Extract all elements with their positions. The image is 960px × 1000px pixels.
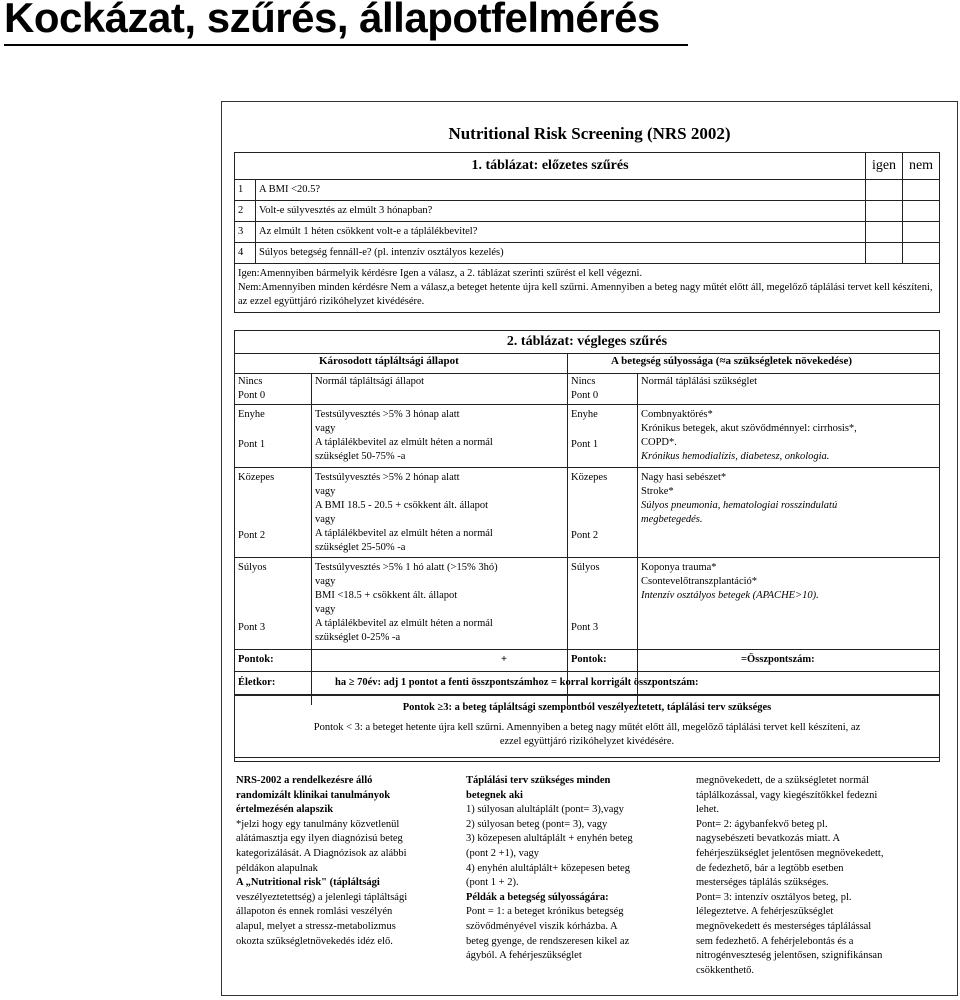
notes-column-1 xyxy=(236,774,461,949)
no-cell xyxy=(903,243,940,264)
note-no: Nem:Amennyiben minden kérdésre Nem a válasz,a beteget hetente újra kell szűrni. Amennyiben a beteg nagy műtét előtt áll, megelőző táplálási tervet kell készíteni, az ezzel együttjáró rizikóhelyzet kivédésére. xyxy=(238,282,933,307)
right-grade: Enyhe xyxy=(571,409,598,420)
note-line: táplálkozással, vagy kiegészítőkkel fedezni xyxy=(696,789,878,801)
note-line: NRS-2002 a rendelkezésre álló xyxy=(236,775,373,786)
note-line: okozta szükségletnövekedés idéz elő. xyxy=(236,935,393,947)
note-line: (pont 2 +1), vagy xyxy=(466,847,539,859)
yes-header: igen xyxy=(866,153,903,180)
left-column-header: Károsodott tápláltsági állapot xyxy=(319,355,459,367)
left-desc: szükséglet 0-25% -a xyxy=(315,632,401,643)
table2-header: 2. táblázat: végleges szűrés xyxy=(235,331,939,354)
point-label: Pont 3 xyxy=(238,622,266,633)
no-header: nem xyxy=(903,153,940,180)
note-line: állapoton és ennek romlási veszélyén xyxy=(236,906,393,918)
point-label: Pont 2 xyxy=(238,530,266,541)
note-line: (pont 1 + 2). xyxy=(466,877,519,889)
question: Az elmúlt 1 héten csökkent volt-e a táplálékbevitel? xyxy=(256,222,866,243)
right-desc: Normál táplálási szükséglet xyxy=(641,376,758,387)
grade-label: Enyhe xyxy=(238,409,265,420)
note-line: Példák a betegség súlyosságára: xyxy=(466,891,609,903)
table-row xyxy=(235,243,940,264)
right-desc: Combnyaktörés* xyxy=(641,409,713,420)
row-number: 3 xyxy=(235,222,256,243)
note-line: A „Nutritional risk" (tápláltsági xyxy=(236,877,380,889)
age-label: Életkor: xyxy=(238,677,276,688)
table-row xyxy=(235,404,939,462)
right-desc: Stroke* xyxy=(641,486,674,497)
note-line: mesterséges táplálás szükséges. xyxy=(696,877,829,889)
left-desc: A BMI 18.5 - 20.5 + csökkent ált. állapot xyxy=(315,500,489,511)
note-line: csökkenthető. xyxy=(696,964,755,976)
age-text: ha ≥ 70év: adj 1 pontot a fenti összpontszámhoz = korral korrigált összpontszám: xyxy=(335,677,699,688)
note-line: Pont = 1: a beteget krónikus betegség xyxy=(466,906,624,918)
nrs-document-image xyxy=(221,101,958,996)
table-prescreening xyxy=(234,152,940,313)
result-box xyxy=(234,695,940,758)
note-line: de fedezhető, bár a legtöbb esetben xyxy=(696,862,844,874)
note-line: nagysebészeti bevatkozás miatt. A xyxy=(696,833,841,845)
right-desc: Nagy hasi sebészet* xyxy=(641,472,727,483)
right-desc: Intenzív osztályos betegek (APACHE>10). xyxy=(641,590,819,601)
note-line: Pont= 3: intenzív osztályos beteg, pl. xyxy=(696,891,852,903)
notes-column-3 xyxy=(696,774,946,978)
note-line: beteg gyenge, de rendszeresen kikel az xyxy=(466,935,630,947)
yes-cell xyxy=(866,180,903,201)
left-desc: szükséglet 50-75% -a xyxy=(315,451,406,462)
left-desc: Testsúlyvesztés >5% 2 hónap alatt xyxy=(315,472,460,483)
grade-label: Súlyos xyxy=(238,562,267,573)
right-desc: Súlyos pneumonia, hematologiai rosszindulatú xyxy=(641,500,838,511)
right-desc: COPD*. xyxy=(641,437,677,448)
slide-title: Kockázat, szűrés, állapotfelmérés xyxy=(4,0,660,41)
table-row xyxy=(235,222,940,243)
right-grade: Súlyos xyxy=(571,562,600,573)
question: Volt-e súlyvesztés az elmúlt 3 hónapban? xyxy=(256,201,866,222)
right-point: Pont 0 xyxy=(571,390,599,401)
note-line: veszélyeztetettség) a jelenlegi tápláltsági xyxy=(236,891,408,903)
note-line: alátámasztja egy ilyen diagnózisú beteg xyxy=(236,833,403,845)
note-line: példákon alapulnak xyxy=(236,862,318,874)
row-number: 1 xyxy=(235,180,256,201)
question: A BMI <20.5? xyxy=(256,180,866,201)
note-line: ágyból. A fehérjeszükséglet xyxy=(466,950,582,962)
right-point: Pont 2 xyxy=(571,530,599,541)
note-line: kategorizálását. A Diagnózisok az alábbi xyxy=(236,847,407,859)
right-grade: Nincs xyxy=(571,376,596,387)
note-line: randomizált klinikai tanulmányok xyxy=(236,789,391,801)
right-column-header: A betegség súlyossága (≈a szükségletek növekedése) xyxy=(611,355,853,367)
left-desc: Testsúlyvesztés >5% 3 hónap alatt xyxy=(315,409,460,420)
note-line: értelmezésén alapszik xyxy=(236,804,334,816)
table-row xyxy=(235,373,939,401)
table1-notes xyxy=(235,264,940,313)
left-desc: vagy xyxy=(315,486,336,497)
result-low: Pontok < 3: a beteget hetente újra kell szűrni. Amennyiben a beteg nagy műtét előtt áll, megelőző táplálási tervet kell készíteni, az xyxy=(313,722,861,733)
grade-label: Közepes xyxy=(238,472,275,483)
table1-header-row xyxy=(235,153,940,180)
right-point: Pont 3 xyxy=(571,622,599,633)
total-score-label: =Összpontszám: xyxy=(741,654,815,665)
yes-cell xyxy=(866,243,903,264)
right-desc: megbetegedés. xyxy=(641,514,703,525)
result-low-cont: ezzel együttjáró rizikóhelyzet kivédésére. xyxy=(499,736,675,747)
left-desc: A táplálékbevitel az elmúlt héten a normál xyxy=(315,528,493,539)
yes-cell xyxy=(866,201,903,222)
left-desc: Testsúlyvesztés >5% 1 hó alatt (>15% 3hó) xyxy=(315,562,498,573)
no-cell xyxy=(903,201,940,222)
note-line: 3) közepesen alultáplált + enyhén beteg xyxy=(466,833,633,845)
note-line: megnövekedett, de a szükségletet normál xyxy=(696,775,869,786)
table-row xyxy=(235,201,940,222)
row-number: 2 xyxy=(235,201,256,222)
right-grade: Közepes xyxy=(571,472,608,483)
left-desc: vagy xyxy=(315,423,336,434)
result-high: Pontok ≥3: a beteg tápláltsági szempontból veszélyeztetett, táplálási terv szükséges xyxy=(402,702,772,713)
points-row xyxy=(235,649,939,672)
table-row xyxy=(235,467,939,553)
right-desc: Csontevelőtranszplantáció* xyxy=(641,576,758,587)
left-desc: szükséglet 25-50% -a xyxy=(315,542,406,553)
left-desc: vagy xyxy=(315,576,336,587)
left-desc: BMI <18.5 + csökkent ált. állapot xyxy=(315,590,458,601)
plus-sign: + xyxy=(501,654,507,665)
left-desc: vagy xyxy=(315,604,336,615)
table1-header: 1. táblázat: előzetes szűrés xyxy=(235,153,866,180)
left-desc: Normál tápláltsági állapot xyxy=(315,376,425,387)
note-line: Pont= 2: ágybanfekvő beteg pl. xyxy=(696,818,828,830)
note-line: fehérjeszükséglet jelentősen megnövekedett, xyxy=(696,847,884,859)
note-line: Táplálási terv szükséges minden xyxy=(466,775,611,786)
note-line: 4) enyhén alultáplált+ közepesen beteg xyxy=(466,862,630,874)
point-label: Pont 1 xyxy=(238,439,266,450)
note-yes: Igen:Amennyiben bármelyik kérdésre Igen a válasz, a 2. táblázat szerinti szűrést el kell végezni. xyxy=(238,268,643,279)
no-cell xyxy=(903,222,940,243)
table-row xyxy=(235,557,939,643)
document-title: Nutritional Risk Screening (NRS 2002) xyxy=(448,124,731,143)
points-left-label: Pontok: xyxy=(238,654,274,665)
note-line: szövődményével viszik kórházba. A xyxy=(466,920,618,932)
right-desc: Koponya trauma* xyxy=(641,562,717,573)
age-row xyxy=(235,671,939,695)
note-line: nitrogénveszteség jelentősen, szignifikánsan xyxy=(696,950,883,962)
points-right-label: Pontok: xyxy=(571,654,607,665)
right-point: Pont 1 xyxy=(571,439,599,450)
question: Súlyos betegség fennáll-e? (pl. intenzív osztályos kezelés) xyxy=(256,243,866,264)
yes-cell xyxy=(866,222,903,243)
left-desc: vagy xyxy=(315,514,336,525)
note-line: 1) súlyosan alultáplált (pont= 3),vagy xyxy=(466,804,624,816)
point-label: Pont 0 xyxy=(238,390,266,401)
note-line: sem fedezhető. A fehérjelebontás és a xyxy=(696,935,854,947)
grade-label: Nincs xyxy=(238,376,263,387)
table-row xyxy=(235,180,940,201)
row-number: 4 xyxy=(235,243,256,264)
title-underline xyxy=(4,44,688,46)
table1-notes-row xyxy=(235,264,940,313)
note-line: megnövekedett és mesterséges táplálással xyxy=(696,920,872,932)
note-line: alapul, melyet a stressz-metabolizmus xyxy=(236,920,396,932)
note-line: lélegeztetve. A fehérjeszükséglet xyxy=(696,906,834,918)
notes-column-2 xyxy=(466,774,691,964)
right-desc: Krónikus betegek, akut szövődménnyel: cirrhosis*, xyxy=(641,423,857,434)
note-line: *jelzi hogy egy tanulmány közvetlenül xyxy=(236,818,400,830)
no-cell xyxy=(903,180,940,201)
note-line: lehet. xyxy=(696,804,720,816)
note-line: betegnek aki xyxy=(466,789,523,801)
left-desc: A táplálékbevitel az elmúlt héten a normál xyxy=(315,437,493,448)
note-line: 2) súlyosan beteg (pont= 3), vagy xyxy=(466,818,608,830)
left-desc: A táplálékbevitel az elmúlt héten a normál xyxy=(315,618,493,629)
right-desc: Krónikus hemodialízis, diabetesz, onkologia. xyxy=(641,451,830,462)
